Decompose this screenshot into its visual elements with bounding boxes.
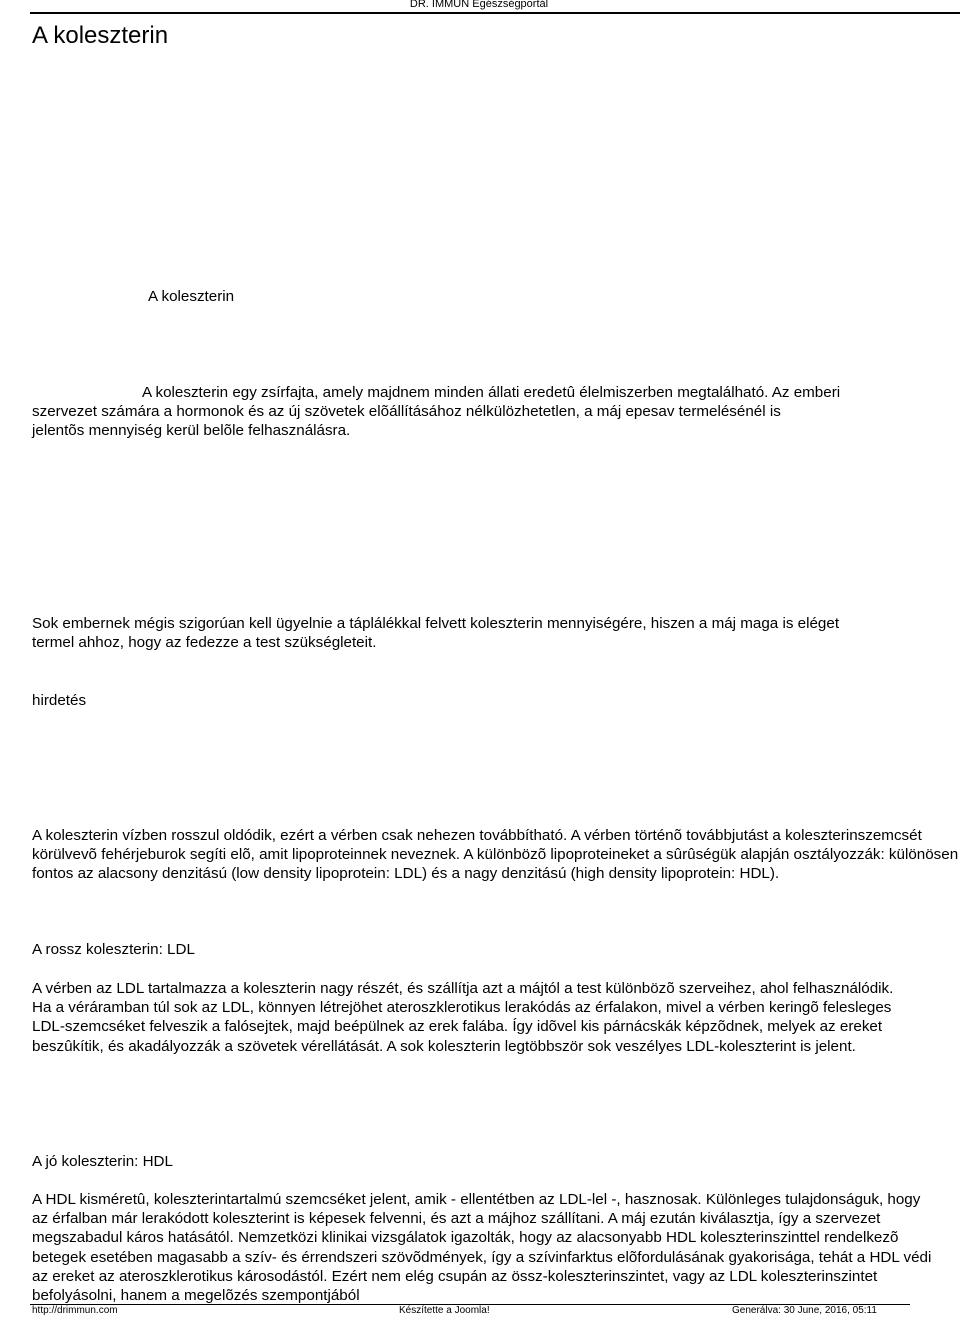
article-subtitle: A koleszterin (148, 288, 235, 305)
intro-line-1: A koleszterin egy zsírfajta, amely majdnem minden állati eredetû élelmiszerben megtalálható. Az emberi (142, 384, 841, 401)
intro-line-3: jelentõs mennyiség kerül belõle felhasználásra. (32, 422, 351, 439)
footer-generated-date: Generálva: 30 June, 2016, 05:11 (732, 1305, 877, 1316)
header-divider (30, 12, 960, 14)
ad-label: hirdetés (32, 692, 87, 709)
footer-url-link[interactable]: http://drimmun.com (32, 1305, 118, 1316)
paragraph-diet: Sok embernek mégis szigorúan kell ügyelnie a táplálékkal felvett koleszterin mennyiségére, hiszen a máj maga is eléget termel ahhoz, hogy az fedezze a test szükségleteit. (32, 615, 840, 652)
section-heading-ldl: A rossz koleszterin: LDL (32, 941, 195, 958)
page-title: A koleszterin (32, 22, 169, 49)
intro-line-2: szervezet számára a hormonok és az új szövetek elõállításához nélkülözhetetlen, a máj epesav termelésénél is (32, 403, 781, 420)
paragraph-hdl: A HDL kisméretû, koleszterintartalmú szemcséket jelent, amik - ellentétben az LDL-lel -, hasznosak. Különleges tulajdonságuk, hogy az érfalban már lerakódott koleszterint is képesek felvenni, és azt a májhoz szállítani. A máj ezután kiválasztja, így a szervezet megszabadul káros hatásától. Nemzetközi klinikai vizsgálatok igazolták, hogy az alacsonyabb HDL koleszterinszinttel rendelkezõ betegek esetében magasabb a szív- és érrendszeri szövõdmények, így a szívinfarktus elõfordulásának gyakorisága, tehát a HDL védi az ereket az ateroszklerotikus károsodástól. Ezért nem elég csupán az össz-koleszterinszintet, vagy az LDL koleszterinszintet befolyásolni, hanem a megelõzés szempontjából (32, 1191, 932, 1305)
footer-made-with: Készítette a Joomla! (399, 1305, 490, 1316)
paragraph-lipoproteins: A koleszterin vízben rosszul oldódik, ezért a vérben csak nehezen továbbítható. A vérben történõ továbbjutást a koleszterinszemcsét körülvevõ fehérjeburok segíti elõ, amit lipoproteinnek neveznek. A különbözõ lipoproteineket a sûrûségük alapján osztályozzák: különösen fontos az alacsony denzitású (low density lipoprotein: LDL) és a nagy denzitású (high density lipoprotein: HDL). (32, 827, 959, 883)
site-header-title: DR. IMMUN Egészségportál (409, 0, 549, 10)
section-heading-hdl: A jó koleszterin: HDL (32, 1153, 173, 1170)
paragraph-ldl: A vérben az LDL tartalmazza a koleszterin nagy részét, és szállítja azt a májtól a test különbözõ szerveihez, ahol felhasználódik. Ha a véráramban túl sok az LDL, könnyen létrejöhet ateroszklerotikus lerakódás az érfalakon, mivel a vérben keringõ felesleges LDL-szemcséket felveszik a falósejtek, majd beépülnek az erek falába. Így idõvel kis párnácskák képzõdnek, melyek az ereket beszûkítik, és akadályozzák a szövetek vérellátását. A sok koleszterin legtöbbször sok veszélyes LDL-koleszterint is jelent. (32, 980, 894, 1055)
